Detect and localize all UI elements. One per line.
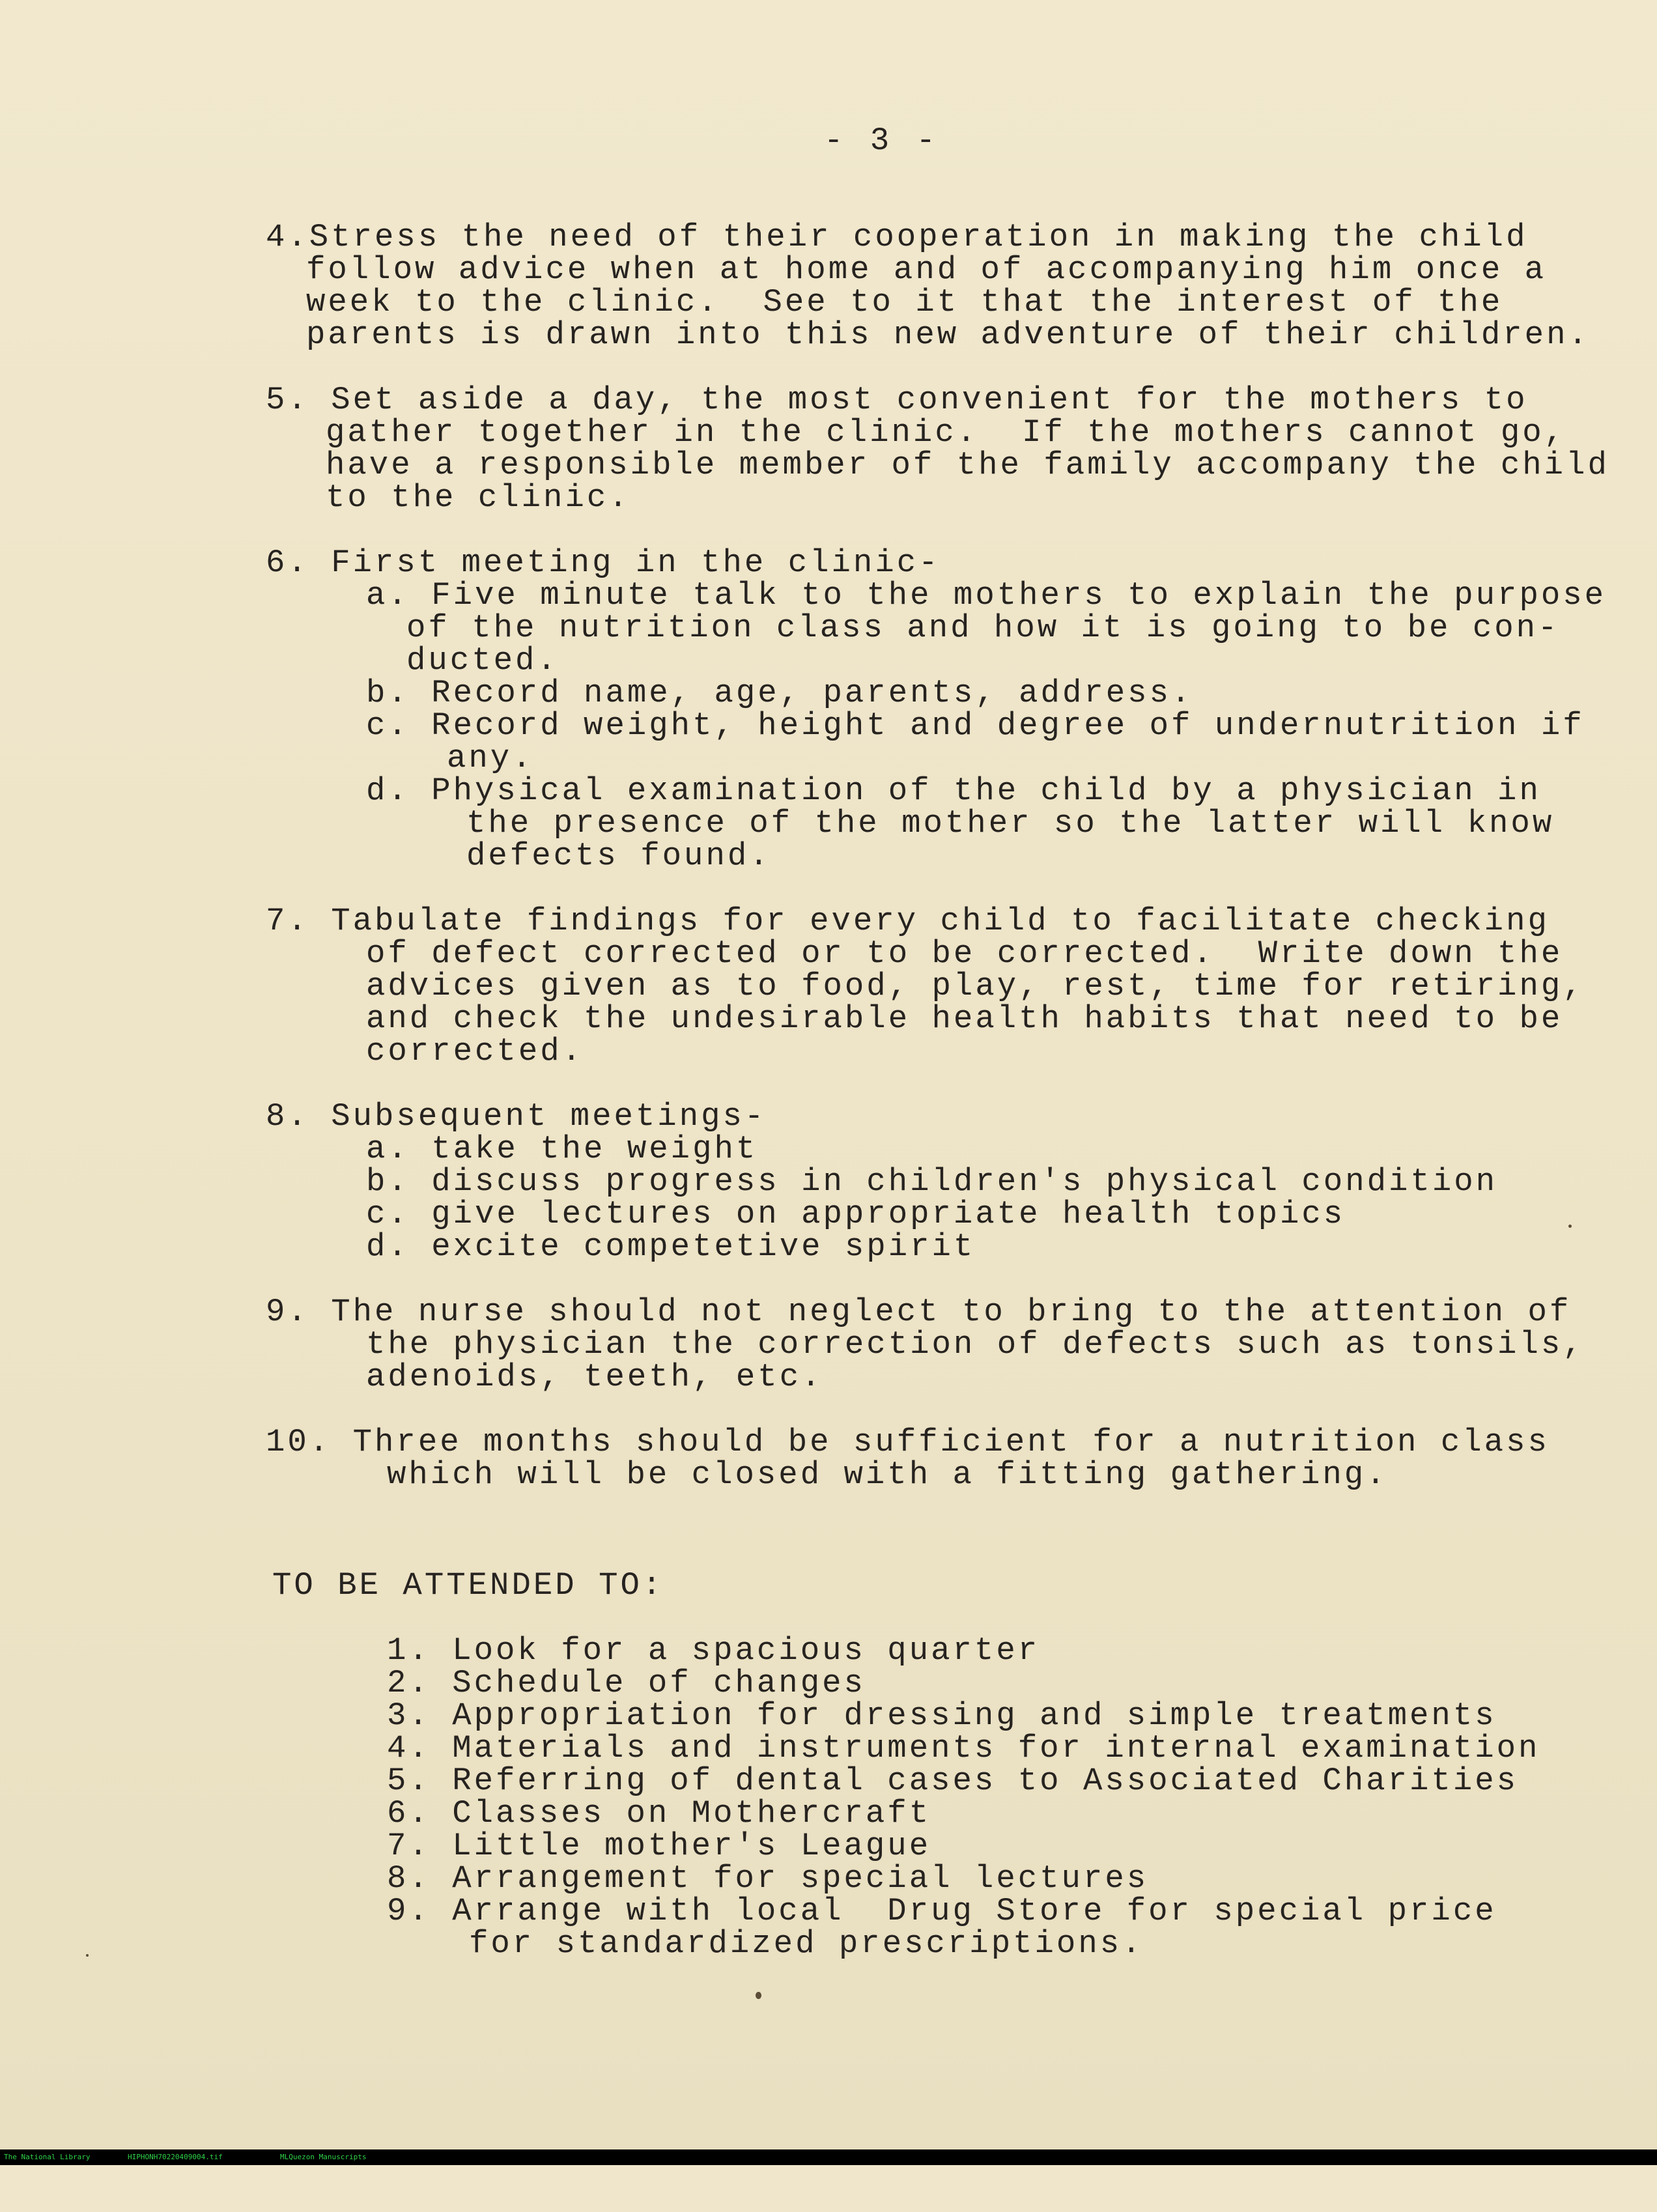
item-9-line-1: 9. The nurse should not neglect to bring to the attention of [266, 1294, 1572, 1330]
attend-item-3: 3. Appropriation for dressing and simple treatments [387, 1697, 1497, 1734]
item-6-line-4: ducted. [406, 642, 559, 679]
attend-item-6: 6. Classes on Mothercraft [387, 1795, 931, 1832]
item-8-line-3: b. discuss progress in children's physical condition [366, 1163, 1498, 1200]
item-8-line-5: d. excite competetive spirit [366, 1228, 976, 1265]
item-5-line-2: gather together in the clinic. If the mothers cannot go, [326, 414, 1566, 451]
attend-item-2: 2. Schedule of changes [387, 1665, 866, 1701]
footer-collection: MLQuezon Manuscripts [280, 2153, 367, 2161]
page-number: - 3 - [824, 122, 940, 159]
attend-item-9: 9. Arrange with local Drug Store for special price [387, 1893, 1497, 1929]
item-4-line-4: parents is drawn into this new adventure of their children. [306, 317, 1590, 353]
item-8-line-4: c. give lectures on appropriate health topics [366, 1196, 1346, 1232]
item-6-line-2: a. Five minute talk to the mothers to explain the purpose [366, 577, 1607, 614]
attend-item-5: 5. Referring of dental cases to Associated Charities [387, 1763, 1519, 1799]
item-10-line-1: 10. Three months should be sufficient for a nutrition class [266, 1424, 1550, 1460]
item-6-line-6: c. Record weight, height and degree of undernutrition if [366, 707, 1585, 744]
item-6-line-1: 6. First meeting in the clinic- [266, 545, 941, 581]
item-6-line-3: of the nutrition class and how it is going to be con- [406, 610, 1560, 646]
attend-item-9-continued: for standardized prescriptions. [469, 1925, 1144, 1962]
item-6-line-10: defects found. [466, 838, 771, 874]
item-9-line-2: the physician the correction of defects such as tonsils, [366, 1326, 1585, 1363]
item-4-line-2: follow advice when at home and of accompanying him once a [306, 251, 1547, 288]
item-4-line-1: 4.Stress the need of their cooperation in making the child [266, 219, 1528, 255]
footer-file: HIPHONH70220409004.tif [128, 2153, 223, 2161]
item-10-line-2: which will be closed with a fitting gathering. [387, 1456, 1388, 1493]
item-5-line-4: to the clinic. [326, 479, 630, 516]
item-6-line-5: b. Record name, age, parents, address. [366, 675, 1193, 711]
item-5-line-3: have a responsible member of the family accompany the child [326, 447, 1609, 483]
item-8-line-1: 8. Subsequent meetings- [266, 1098, 767, 1135]
item-7-line-1: 7. Tabulate findings for every child to facilitate checking [266, 903, 1550, 939]
scan-footer-bar [0, 2149, 1657, 2165]
item-4-line-3: week to the clinic. See to it that the interest of the [306, 284, 1503, 320]
item-5-line-1: 5. Set aside a day, the most convenient for the mothers to [266, 382, 1528, 418]
section-heading: TO BE ATTENDED TO: [272, 1567, 664, 1604]
attend-item-8: 8. Arrangement for special lectures [387, 1860, 1149, 1897]
footer-library: The National Library [4, 2153, 91, 2161]
attend-item-1: 1. Look for a spacious quarter [387, 1632, 1040, 1669]
item-8-line-2: a. take the weight [366, 1131, 758, 1167]
attend-item-7: 7. Little mother's League [387, 1828, 931, 1864]
item-7-line-2: of defect corrected or to be corrected. Write down the [366, 935, 1563, 972]
item-7-line-3: advices given as to food, play, rest, time for retiring, [366, 968, 1585, 1004]
item-6-line-7: any. [447, 740, 534, 776]
item-7-line-4: and check the undesirable health habits that need to be [366, 1000, 1563, 1037]
paper-speck [1568, 1225, 1572, 1228]
attend-item-4: 4. Materials and instruments for internal examination [387, 1730, 1540, 1766]
item-7-line-5: corrected. [366, 1033, 584, 1070]
item-6-line-9: the presence of the mother so the latter will know [466, 805, 1555, 842]
item-6-line-8: d. Physical examination of the child by a physician in [366, 773, 1541, 809]
paper-speck [86, 1954, 89, 1957]
paper-speck [756, 1992, 761, 1999]
item-9-line-3: adenoids, teeth, etc. [366, 1359, 823, 1395]
